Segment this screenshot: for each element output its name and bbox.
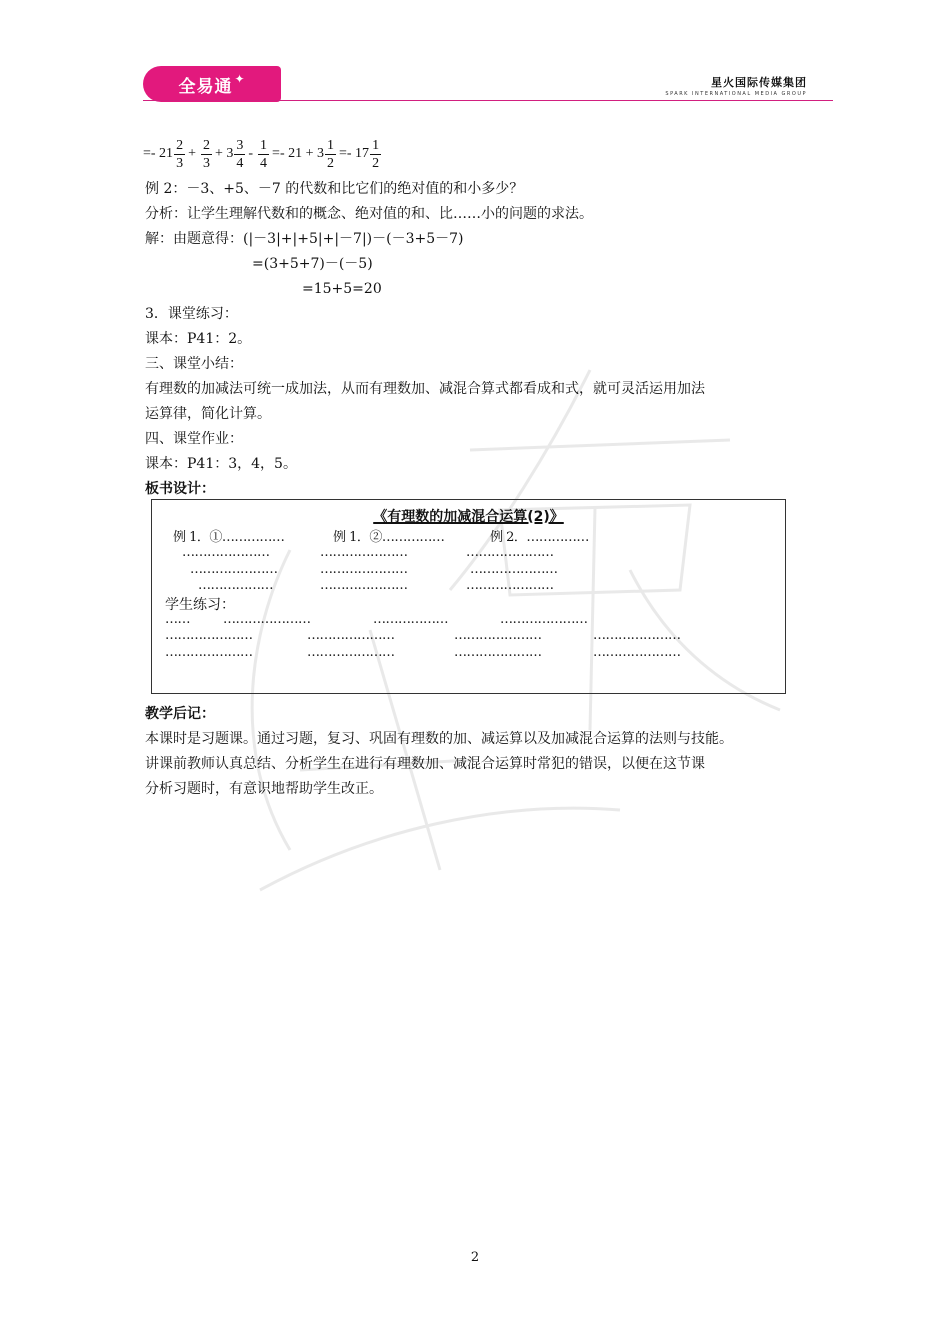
solution-line-2: =(3+5+7)－(－5) <box>252 256 373 272</box>
homework-content: 课本：P41：3，4，5。 <box>145 456 297 472</box>
board-dots: ………………… <box>466 578 554 593</box>
board-design-heading: 板书设计： <box>145 481 215 497</box>
teaching-notes-heading: 教学后记： <box>145 706 215 722</box>
denominator: 2 <box>372 155 380 171</box>
fraction <box>325 137 336 172</box>
board-dots: ………………… <box>320 545 408 560</box>
board-dots: ………………… <box>223 612 311 627</box>
operator: + <box>188 146 196 161</box>
board-dots: ………………… <box>307 645 395 660</box>
board-dots: …… <box>165 612 190 627</box>
solution-line-3: =15+5=20 <box>302 281 382 297</box>
board-dots: ………………… <box>454 645 542 660</box>
fraction <box>258 137 269 172</box>
numerator: 1 <box>372 137 380 153</box>
teaching-notes-line-2: 讲课前教师认真总结、分析学生在进行有理数加、减混合运算时常犯的错误，以便在这节课 <box>145 756 705 772</box>
board-dots: ………………… <box>165 628 253 643</box>
numerator: 2 <box>202 137 210 153</box>
board-student-practice: 学生练习： <box>165 597 235 613</box>
board-dots: ………………… <box>500 612 588 627</box>
board-dots: ………………… <box>190 562 278 577</box>
board-dots: ………………… <box>454 628 542 643</box>
brand-logo <box>143 66 281 102</box>
logo-text: 全易通 <box>178 76 233 97</box>
board-dots: ………………… <box>320 562 408 577</box>
board-example-2: 例 2．…………… <box>490 530 589 545</box>
teaching-notes-line-1: 本课时是习题课。通过习题，复习、巩固有理数的加、减运算以及加减混合运算的法则与技能。 <box>145 731 733 747</box>
numerator: 1 <box>260 137 268 153</box>
board-dots: ………………… <box>182 545 270 560</box>
board-dots: ………………… <box>320 578 408 593</box>
summary-heading: 三、课堂小结： <box>145 356 243 372</box>
denominator: 4 <box>236 155 244 171</box>
summary-line-2: 运算律，简化计算。 <box>145 406 271 422</box>
board-dots: ………………… <box>165 645 253 660</box>
operator: - <box>248 146 254 161</box>
publisher-brand <box>665 74 807 97</box>
denominator: 2 <box>327 155 334 171</box>
numerator: 2 <box>176 137 184 153</box>
board-dots: ………………… <box>593 628 681 643</box>
board-dots: ………………… <box>466 545 554 560</box>
example-2-question: 例 2：－3、+5、－7 的代数和比它们的绝对值的和小多少？ <box>145 181 524 197</box>
equation-term: + 3 <box>214 146 234 161</box>
star-icon: ✦ <box>234 72 246 86</box>
header-divider <box>143 100 833 101</box>
numerator: 1 <box>327 137 334 153</box>
teaching-notes-line-3: 分析习题时，有意识地帮助学生改正。 <box>145 781 383 797</box>
denominator: 3 <box>202 155 210 171</box>
equation-term: =- 21 + 3 <box>272 146 324 161</box>
summary-line-1: 有理数的加减法可统一成加法，从而有理数加、减混合算式都看成和式，就可灵活运用加法 <box>145 381 705 397</box>
homework-heading: 四、课堂作业： <box>145 431 243 447</box>
board-dots: ………………… <box>593 645 681 660</box>
analysis-text: 分析：让学生理解代数和的概念、绝对值的和、比……小的问题的求法。 <box>145 206 593 222</box>
equation-term: =- 21 <box>143 146 174 161</box>
practice-heading: 3．课堂练习： <box>145 306 238 322</box>
numerator: 3 <box>236 137 244 153</box>
board-title-text: 《有理数的加减混合运算(2)》 <box>373 509 564 525</box>
fraction <box>201 137 212 172</box>
board-dots: ……………… <box>373 612 448 627</box>
practice-content: 课本：P41：2。 <box>145 331 252 347</box>
publisher-name-cn: 星火国际传媒集团 <box>711 76 807 89</box>
equation-term: =- 17 <box>339 146 370 161</box>
page-number: 2 <box>470 1250 480 1265</box>
denominator: 3 <box>176 155 184 171</box>
fraction <box>174 137 185 172</box>
denominator: 4 <box>260 155 268 171</box>
board-example-1b: 例 1．②…………… <box>333 530 445 545</box>
solution-line-1: 解：由题意得：(|－3|+|+5|+|－7|)－(－3+5－7) <box>145 231 464 247</box>
fraction <box>370 137 381 172</box>
board-dots: ……………… <box>198 578 273 593</box>
board-dots: ………………… <box>470 562 558 577</box>
board-example-1a: 例 1．①…………… <box>173 530 285 545</box>
publisher-name-en: SPARK INTERNATIONAL MEDIA GROUP <box>665 91 807 97</box>
fraction <box>234 137 245 172</box>
fraction-equation <box>143 132 384 176</box>
board-dots: ………………… <box>307 628 395 643</box>
board-title <box>151 506 786 526</box>
